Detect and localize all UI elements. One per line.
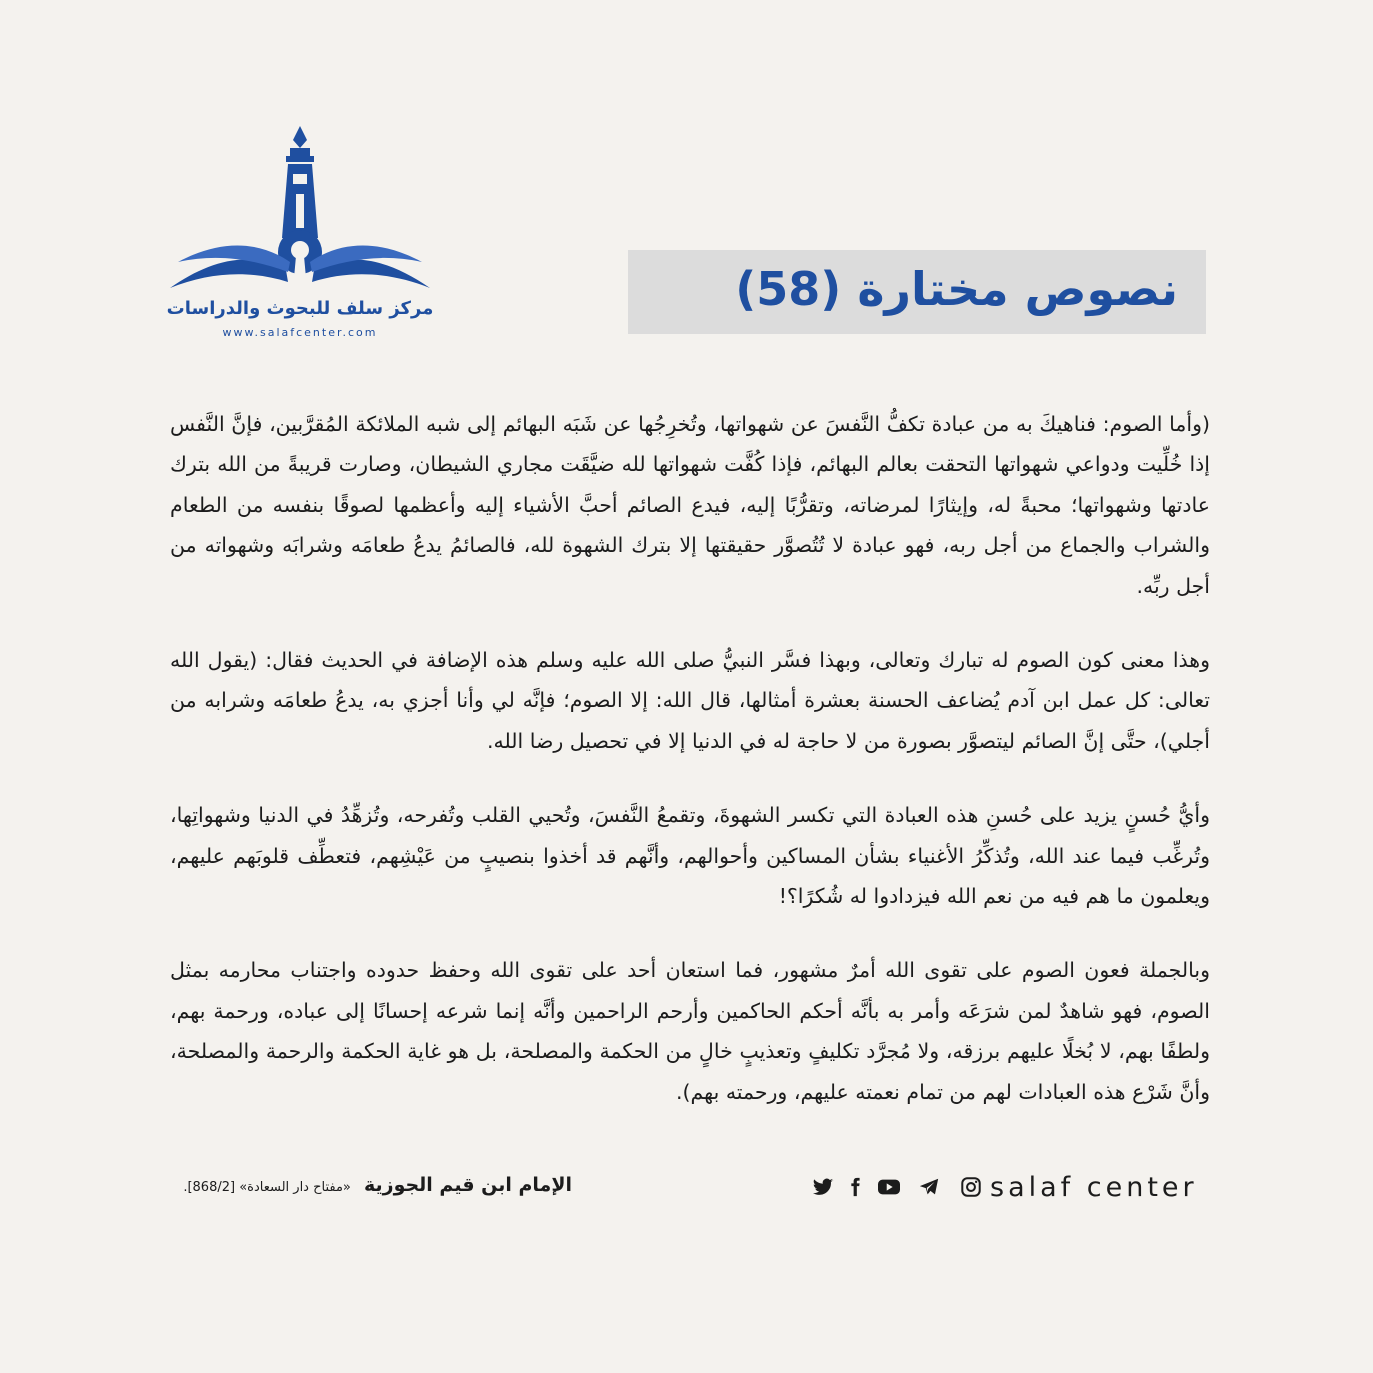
- title-box: [628, 250, 1206, 334]
- paragraph: (وأما الصوم: فناهيكَ به من عبادة تكفُّ النَّفسَ عن شهواتها، وتُخرِجُها عن شَبَه البهائم إلى شبه الملائكة المُقرَّبين، فإنَّ النَّفس إذا خُلِّيت ودواعي شهواتها التحقت بعالم البهائم، فإذا كُفَّت شهواتها لله ضيَّقَت مجاري الشيطان، وصارت قريبةً من الله بترك عادتها وشهواتها؛ محبةً له، وإيثارًا لمرضاته، وتقرُّبًا إليه، فيدع الصائم أحبَّ الأشياء إليه وأعظمها لصوقًا بنفسه من الطعام والشراب والجماع من أجل ربه، فهو عبادة لا تُتُصوَّر حقيقتها إلا بترك الشهوة لله، فالصائمُ يدعُ طعامَه وشرابَه وشهواته من أجل ربِّه.: [170, 412, 1210, 598]
- twitter-icon[interactable]: [812, 1176, 834, 1198]
- paragraph: وبالجملة فعون الصوم على تقوى الله أمرٌ مشهور، فما استعان أحد على تقوى الله وحفظ حدوده واجتناب محارمه بمثل الصوم، فهو شاهدٌ لمن شرَعَه وأمر به بأنَّه أحكم الحاكمين وأرحم الراحمين وأنَّه إنما شرعه إحسانًا إلى عباده، ورحمة بهم، ولطفًا بهم، لا بُخلًا عليهم برزقه، ولا مُجرَّد تكليفٍ وتعذيبٍ خالٍ من الحكمة والمصلحة، بل هو غاية الحكمة والرحمة والمصلحة، وأنَّ شَرْع هذه العبادات لهم من تمام نعمته عليهم، ورحمته بهم).: [170, 958, 1210, 1104]
- attribution: [172, 1174, 572, 1196]
- paragraph: وهذا معنى كون الصوم له تبارك وتعالى، وبهذا فسَّر النبيُّ صلى الله عليه وسلم هذه الإضافة في الحديث فقال: (يقول الله تعالى: كل عمل ابن آدم يُضاعف الحسنة بعشرة أمثالها، قال الله: إلا الصوم؛ فإنَّه لي وأنا أجزي به، يدعُ طعامَه وشرابه من أجلي)، حتَّى إنَّ الصائم ليتصوَّر بصورة من لا حاجة له في الدنيا إلا في تحصيل رضا الله.: [170, 648, 1210, 753]
- brand-name: salaf center: [990, 1172, 1198, 1203]
- paragraph: وأيُّ حُسنٍ يزيد على حُسنِ هذه العبادة التي تكسر الشهوةَ، وتقمعُ النَّفسَ، وتُحيي القلب وتُفرحه، وتُزهِّدُ في الدنيا وشهواتِها، وتُرغِّب فيما عند الله، وتُذكِّرُ الأغنياء بشأن المساكين وأحوالهم، وأنَّهم قد أخذوا بنصيبٍ من عَيْشِهم، فتعطِّف قلوبَهم عليهم، ويعلمون ما هم فيه من نعم الله فيزدادوا له شُكرًا؟!: [170, 803, 1210, 909]
- facebook-icon[interactable]: [844, 1176, 866, 1198]
- footer: [0, 1168, 1373, 1212]
- logo-name: مركز سلف للبحوث والدراسات: [166, 298, 434, 319]
- logo: [160, 120, 440, 350]
- logo-url: www.salafcenter.com: [222, 326, 378, 339]
- instagram-icon[interactable]: [960, 1176, 982, 1198]
- lighthouse-book-icon: [160, 120, 440, 300]
- youtube-icon[interactable]: [876, 1176, 902, 1198]
- book-reference: «مفتاح دار السعادة» [868/2].: [183, 1180, 351, 1195]
- author-name: الإمام ابن قيم الجوزية: [363, 1174, 572, 1196]
- body-text: [170, 404, 1210, 1146]
- page-title: نصوص مختارة (58): [735, 262, 1178, 316]
- telegram-icon[interactable]: [918, 1176, 940, 1198]
